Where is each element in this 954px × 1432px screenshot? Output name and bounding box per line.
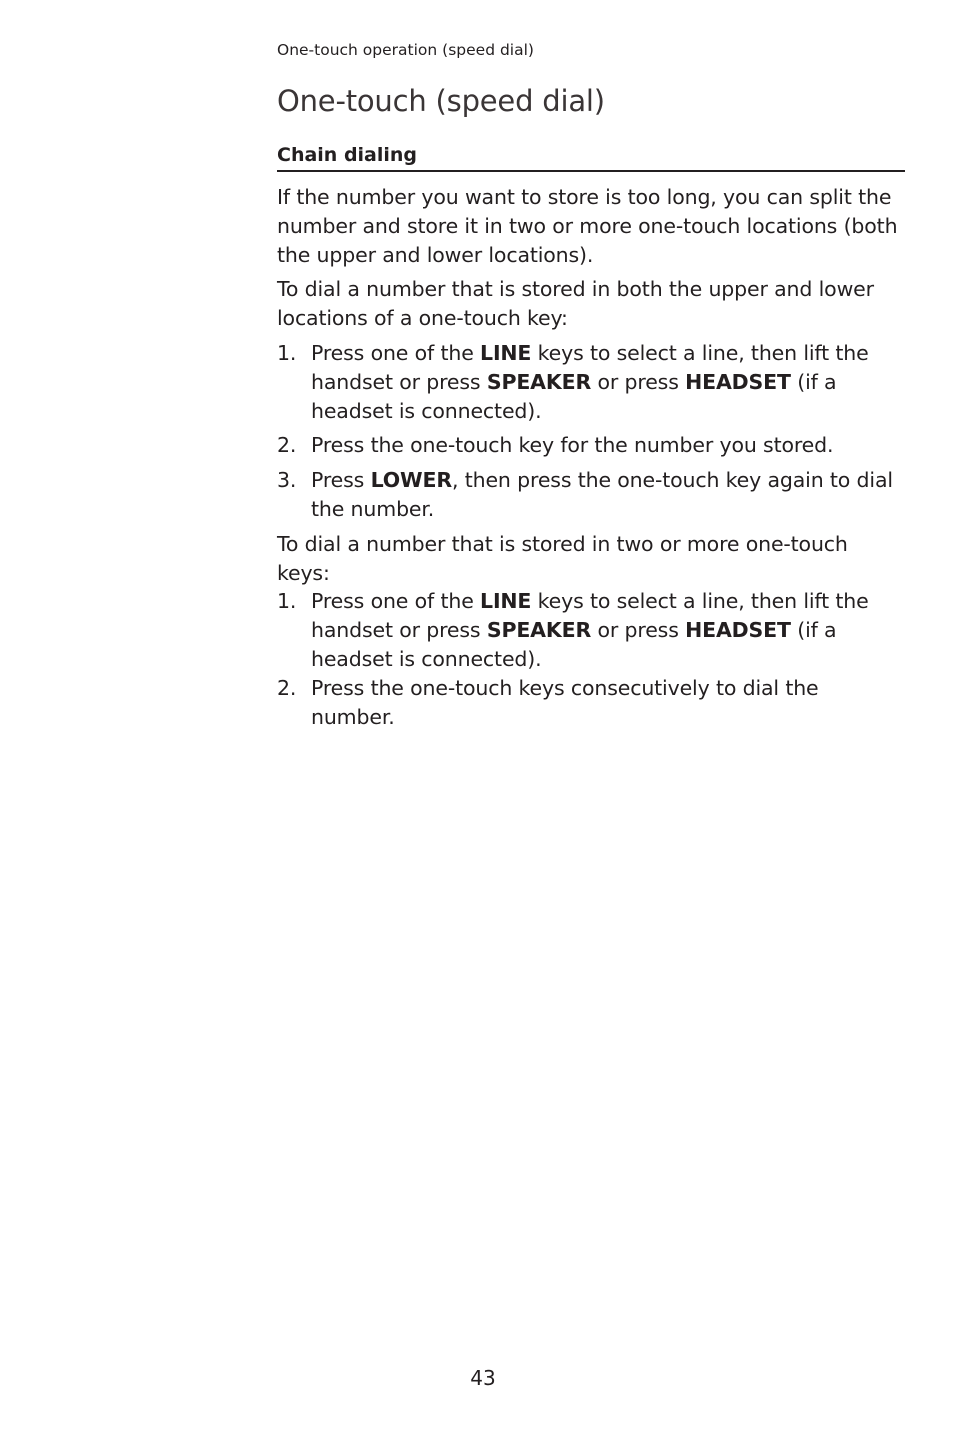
step-text: keys to select a line, then lift the handset or press — [311, 589, 869, 643]
part2-steps — [277, 587, 905, 731]
line-key-label: LINE — [480, 589, 532, 614]
speaker-key-label: SPEAKER — [486, 369, 592, 394]
step-text: Press — [311, 468, 371, 493]
step-text: or press — [591, 618, 686, 643]
part2-lead: To dial a number that is stored in two or more one-touch keys: — [277, 531, 848, 585]
part1-steps — [277, 339, 905, 524]
step-text: Press the one-touch keys consecutively to dial the number. — [311, 675, 819, 729]
list-item — [277, 587, 905, 673]
running-head: One-touch operation (speed dial) — [277, 41, 534, 59]
section-heading-text: Chain dialing — [277, 144, 418, 166]
step-text: or press — [591, 369, 686, 394]
speaker-key-label: SPEAKER — [486, 618, 592, 643]
page-title: One-touch (speed dial) — [277, 84, 605, 118]
step-text: Press the one-touch key for the number you stored. — [311, 433, 834, 458]
headset-key-label: HEADSET — [685, 618, 791, 643]
step-text: (if a headset is connected). — [311, 618, 837, 671]
step-text: , then press the one-touch key again to dial the number. — [311, 468, 893, 521]
step-text: (if a headset is connected). — [311, 369, 837, 423]
step-number: 2. — [277, 433, 297, 458]
step-text: keys to select a line, then lift the handset or press — [311, 340, 869, 394]
list-item — [277, 674, 905, 732]
intro-paragraph: If the number you want to store is too long, you can split the number and store it in two or more one-touch locations (both the upper and lower locations). — [277, 185, 898, 267]
line-key-label: LINE — [480, 340, 532, 365]
headset-key-label: HEADSET — [685, 369, 791, 394]
list-item — [277, 339, 905, 425]
lower-key-label: LOWER — [370, 468, 452, 493]
section-heading — [277, 142, 905, 172]
step-number: 2. — [277, 675, 297, 700]
part1-lead: To dial a number that is stored in both the upper and lower locations of a one-touch key: — [277, 277, 874, 331]
page-number: 43 — [470, 1366, 496, 1390]
list-item — [277, 466, 905, 524]
step-number: 3. — [277, 468, 297, 493]
step-number: 1. — [277, 340, 297, 365]
body-text — [277, 183, 905, 731]
step-text: Press one of the — [311, 340, 481, 365]
list-item — [277, 431, 905, 460]
step-text: Press one of the — [311, 589, 481, 614]
step-number: 1. — [277, 589, 297, 614]
